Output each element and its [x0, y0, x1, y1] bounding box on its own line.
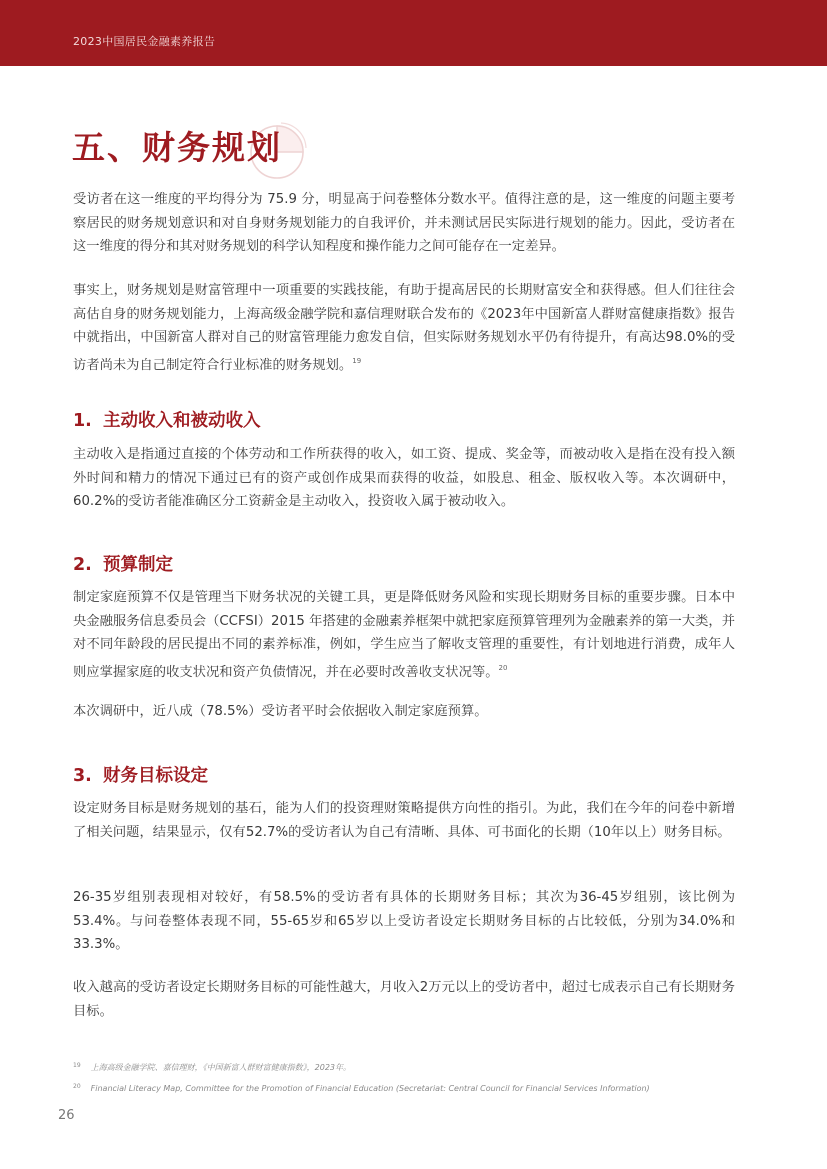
- section-3-paragraph-3: 收入越高的受访者设定长期财务目标的可能性越大，月收入2万元以上的受访者中，超过七成表示自己有长期财务目标。: [73, 980, 735, 1019]
- section-2-paragraph-1: 制定家庭预算不仅是管理当下财务状况的关键工具，更是降低财务风险和实现长期财务目标的重要步骤。日本中央金融服务信息委员会（CCFSI）2015 年搭建的金融素养框架中就把家庭预算管理列为金融素养的第一大类，并对不同年龄段的居民提出不同的素养标准，例如，学生应当了解收支管理的重要性，有计划地进行消费，成年人则应掌握家庭的收支状况和资产负债情况，并在必要时改善收支状况等。$^{20}$: [73, 590, 735, 680]
- footnote-20: $^{20}$ Financial Literacy Map, Committee for the Promotion of Financial Education (Secretariat: Central Council for Financial Services Information): [73, 1083, 650, 1093]
- footnote-ref[interactable]: 19: [352, 356, 362, 365]
- section-heading-1: 1. 主动收入和被动收入: [73, 411, 261, 431]
- intro-paragraph-2: 事实上，财务规划是财富管理中一项重要的实践技能，有助于提高居民的长期财富安全和获得感。但人们往往会高估自身的财务规划能力，上海高级金融学院和嘉信理财联合发布的《2023年中国新富人群财富健康指数》报告中就指出，中国新富人群对自己的财富管理能力愈发自信，但实际财务规划水平仍有待提升，有高达98.0%的受访者尚未为自己制定符合行业标准的财务规划。$^{19}$: [73, 283, 735, 373]
- section-heading-2: 2. 预算制定: [73, 555, 173, 575]
- section-3-paragraph-2: 26-35岁组别表现相对较好，有58.5%的受访者有具体的长期财务目标；其次为36-45岁组别，该比例为53.4%。与问卷整体表现不同，55-65岁和65岁以上受访者设定长期财务目标的占比较低，分别为34.0%和33.3%。: [73, 890, 735, 953]
- section-2-paragraph-2: 本次调研中，近八成（78.5%）受访者平时会依据收入制定家庭预算。: [73, 704, 488, 719]
- header-bar: [0, 0, 827, 66]
- footnote-ref[interactable]: 20: [498, 663, 508, 672]
- footnote-19: $^{19}$ 上海高级金融学院、嘉信理财，《中国新富人群财富健康指数》，2023年。: [73, 1062, 351, 1072]
- report-title: 2023中国居民金融素养报告: [73, 35, 216, 48]
- section-1-paragraph: 主动收入是指通过直接的个体劳动和工作所获得的收入，如工资、提成、奖金等，而被动收入是指在没有投入额外时间和精力的情况下通过已有的资产或创作成果而获得的收益，如股息、租金、版权收入等。本次调研中，60.2%的受访者能准确区分工资薪金是主动收入，投资收入属于被动收入。: [73, 447, 735, 510]
- section-3-paragraph-1: 设定财务目标是财务规划的基石，能为人们的投资理财策略提供方向性的指引。为此，我们在今年的问卷中新增了相关问题，结果显示，仅有52.7%的受访者认为自己有清晰、具体、可书面化的长期（10年以上）财务目标。: [73, 801, 735, 840]
- page-number: 26: [58, 1108, 75, 1123]
- intro-paragraph-1: 受访者在这一维度的平均得分为 75.9 分，明显高于问卷整体分数水平。值得注意的是，这一维度的问题主要考察居民的财务规划意识和对自身财务规划能力的自我评价，并未测试居民实际进行规划的能力。因此，受访者在这一维度的得分和其对财务规划的科学认知程度和操作能力之间可能存在一定差异。: [73, 192, 735, 255]
- chapter-title: 五、财务规划: [72, 128, 282, 167]
- section-heading-3: 3. 财务目标设定: [73, 766, 208, 786]
